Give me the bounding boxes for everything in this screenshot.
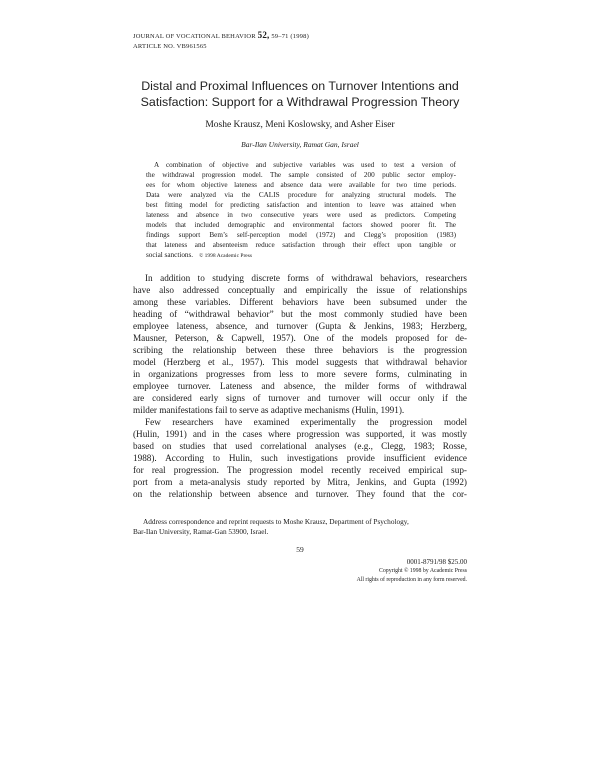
body-line: model (Herzberg et al., 1957). This model suggests that withdrawal behavior — [133, 357, 467, 367]
body-line: 1988). According to Hulin, such investigations provide insufficient evidence — [133, 453, 467, 463]
footnote-line-2: Bar-Ilan University, Ramat-Gan 53900, Israel. — [133, 527, 269, 536]
paper-title — [110, 78, 490, 110]
journal-pages-year: 59–71 (1998) — [271, 33, 309, 40]
abstract-line: lateness and absence in two consecutive years were used as predictors. Competing — [146, 211, 456, 219]
body-line: on the relationship between absence and turnover. They found that the cor- — [133, 489, 467, 499]
footnote-line-1: Address correspondence and reprint requests to Moshe Krausz, Department of Psychology, — [143, 517, 409, 526]
body-line: employee lateness, absence, and turnover (Gupta & Jenkins, 1983; Herzberg, — [133, 321, 467, 331]
authors: Moshe Krausz, Meni Koslowsky, and Asher Eiser — [205, 120, 395, 130]
footnote — [133, 517, 467, 537]
journal-header — [133, 30, 309, 52]
body-line: Mausner, Peterson, & Capwell, 1957). One of the models proposed for de- — [133, 333, 467, 343]
body-line: employee turnover. Lateness and absence, the milder forms of withdrawal — [133, 381, 467, 391]
body-line: In addition to studying discrete forms of withdrawal behaviors, researchers — [145, 273, 467, 283]
body-line: have also addressed conceptually and empirically the issue of relationships — [133, 285, 467, 295]
abstract-line: A combination of objective and subjective variables was used to test a version of — [154, 161, 456, 169]
abstract-line: social sanctions. — [146, 251, 194, 259]
journal-citation — [133, 30, 309, 42]
affiliation: Bar-Ilan University, Ramat Gan, Israel — [241, 140, 359, 149]
title-line-1: Distal and Proximal Influences on Turnover Intentions and — [141, 79, 459, 93]
journal-volume: 52, — [257, 30, 270, 40]
page-number: 59 — [296, 545, 304, 554]
abstract-line: findings support Bem’s self-perception model (1972) and Clegg’s proposition (1983) — [146, 231, 456, 239]
rights-reserved: All rights of reproduction in any form reserved. — [356, 577, 467, 583]
abstract-line: models that included demographic and environmental factors showed poorer fit. The — [146, 221, 456, 229]
body-line: for real progression. The progression model recently received empirical sup- — [133, 465, 467, 475]
abstract-line: ees for whom objective lateness and absence data were available for two time periods. — [146, 181, 456, 189]
abstract-line: the withdrawal progression model. The sample consisted of 200 public sector employ- — [146, 171, 456, 179]
abstract — [146, 160, 456, 261]
body-line: (Hulin, 1991) and in the cases where progression was supported, it was mostly — [133, 429, 467, 439]
body-line: scribing the relationship between these three behaviors is the progression — [133, 345, 467, 355]
abstract-line: best fitting model for predicting satisfaction and intention to leave was attained when — [146, 201, 456, 209]
rights-block — [357, 558, 467, 585]
copyright-notice: Copyright © 1998 by Academic Press — [379, 568, 467, 574]
body-line: in organizations progresses from less to more severe forms, culminating in — [133, 369, 467, 379]
abstract-line: that lateness and absenteeism reduce satisfaction through their effect upon tangible or — [146, 241, 456, 249]
issn-price: 0001-8791/98 $25.00 — [406, 558, 467, 566]
body-line: heading of “withdrawal behavior” but the most commonly studied have been — [133, 309, 467, 319]
body-line: are considered early signs of turnover and turnover will occur only if the — [133, 393, 467, 403]
journal-name: JOURNAL OF VOCATIONAL BEHAVIOR — [133, 33, 256, 40]
body-line: Few researchers have examined experimentally the progression model — [145, 417, 467, 427]
abstract-line: Data were analyzed via the CALIS procedure for analyzing structural models. The — [146, 191, 456, 199]
body-text — [133, 272, 467, 500]
abstract-copyright: © 1998 Academic Press — [199, 253, 253, 259]
body-line: among these variables. Different behaviors have been subsumed under the — [133, 297, 467, 307]
title-line-2: Satisfaction: Support for a Withdrawal Progression Theory — [140, 95, 460, 109]
body-line: milder manifestations fail to serve as adaptive mechanisms (Hulin, 1991). — [133, 405, 405, 415]
body-line: port from a meta-analysis study reported by Mitra, Jenkins, and Gupta (1992) — [133, 477, 467, 487]
abstract-last-line — [146, 250, 456, 261]
article-number: ARTICLE NO. VB961565 — [133, 43, 207, 50]
body-line: based on studies that used correlational analyses (e.g., Clegg, 1983; Rosse, — [133, 441, 467, 451]
